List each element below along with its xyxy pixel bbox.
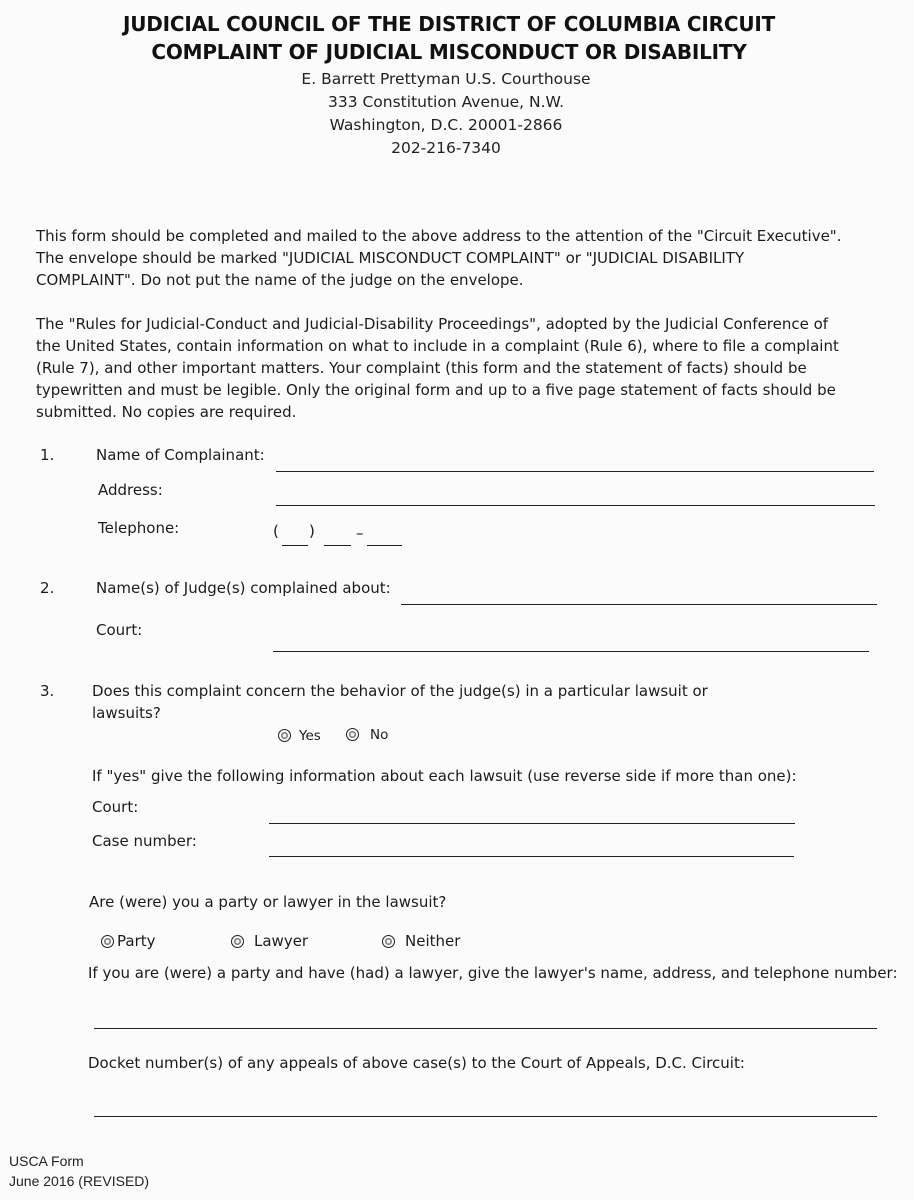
if-yes-instructions: If "yes" give the following information about each lawsuit (use reverse side if more than one): [92,767,797,785]
lawsuit-court-label: Court: [92,798,139,816]
no-radio[interactable] [346,728,359,741]
instruction-line: (Rule 7), and other important matters. Your complaint (this form and the statement of facts) should be [36,359,807,377]
instruction-line: The "Rules for Judicial-Conduct and Judicial-Disability Proceedings", adopted by the Judicial Conference of [36,315,829,333]
party-label: Party [117,932,156,950]
yes-label: Yes [299,728,321,744]
yes-radio[interactable] [278,729,291,742]
telephone-line-number-field[interactable] [367,545,402,546]
section-2-number: 2. [40,579,55,597]
instructions-paragraph-1 [36,225,841,291]
docket-numbers-field[interactable] [94,1116,877,1117]
section-1-number: 1. [40,446,55,464]
telephone-area-code-field[interactable] [282,545,308,546]
complainant-name-label: Name of Complainant: [96,446,265,464]
telephone-close-paren: ) [309,522,315,540]
party-or-lawyer-question: Are (were) you a party or lawyer in the lawsuit? [89,893,447,911]
lawsuit-question-line2: lawsuits? [92,704,161,722]
complainant-telephone-label: Telephone: [98,519,180,537]
form-title-line1: JUDICIAL COUNCIL OF THE DISTRICT OF COLUMBIA CIRCUIT [122,12,776,36]
instruction-line: the United States, contain information on what to include in a complaint (Rule 6), where to file a complaint [36,337,839,355]
street-address: 333 Constitution Avenue, N.W. [327,93,565,111]
instruction-line: COMPLAINT". Do not put the name of the judge on the envelope. [36,271,524,289]
instructions-paragraph-2 [36,313,839,423]
section-3-number: 3. [40,682,55,700]
telephone-prefix-field[interactable] [324,545,351,546]
complainant-name-field[interactable] [276,471,874,472]
neither-radio[interactable] [382,935,395,948]
party-radio[interactable] [101,935,114,948]
lawyer-label: Lawyer [254,932,309,950]
judge-name-field[interactable] [401,604,877,605]
complainant-address-label: Address: [98,481,163,499]
case-number-field[interactable] [269,856,794,857]
case-number-label: Case number: [92,832,197,850]
complainant-address-field[interactable] [276,505,875,506]
docket-numbers-label: Docket number(s) of any appeals of above case(s) to the Court of Appeals, D.C. Circuit: [88,1054,745,1072]
telephone-open-paren: ( [273,522,279,540]
telephone-dash: – [356,524,364,542]
form-title-line2: COMPLAINT OF JUDICIAL MISCONDUCT OR DISABILITY [151,40,747,64]
neither-label: Neither [405,932,461,950]
form-name: USCA Form [9,1153,84,1169]
lawyer-info-field[interactable] [94,1028,877,1029]
phone-number: 202-216-7340 [391,139,501,157]
lawsuit-court-field[interactable] [269,823,795,824]
no-label: No [370,727,389,743]
lawyer-info-instructions: If you are (were) a party and have (had) a lawyer, give the lawyer's name, address, and telephone number: [88,964,898,982]
courthouse-name: E. Barrett Prettyman U.S. Courthouse [301,70,591,88]
lawyer-radio[interactable] [231,935,244,948]
city-state-zip: Washington, D.C. 20001-2866 [329,116,563,134]
judge-court-label: Court: [96,621,143,639]
instruction-line: This form should be completed and mailed to the above address to the attention of the "Circuit Executive". [36,227,842,245]
instruction-line: typewritten and must be legible. Only the original form and up to a five page statement of facts should be [36,381,836,399]
instruction-line: submitted. No copies are required. [36,403,297,421]
lawsuit-question-line1: Does this complaint concern the behavior of the judge(s) in a particular lawsuit or [92,682,708,700]
instruction-line: The envelope should be marked "JUDICIAL MISCONDUCT COMPLAINT" or "JUDICIAL DISABILITY [36,249,745,267]
form-revision-date: June 2016 (REVISED) [9,1173,150,1189]
judge-court-field[interactable] [273,651,869,652]
judge-name-label: Name(s) of Judge(s) complained about: [96,579,391,597]
